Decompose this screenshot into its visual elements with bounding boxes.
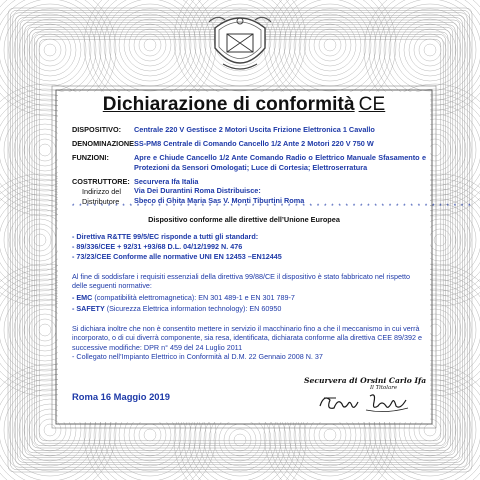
distributor-line1: Via Dei Durantini Roma Distribuisce: [134, 186, 261, 195]
distributor-line2: Sbeco di Ghita Maria Sas V. Monti Tiburtini Roma [134, 196, 305, 205]
signature-company: Securvera di Orsini Carlo Ifa [304, 376, 427, 385]
conformity-heading: Dispositivo conforme alle direttive dell’Unione Europea [148, 215, 340, 224]
field-label: DENOMINAZIONE: [72, 139, 137, 148]
directive-line: - Direttiva R&TTE 99/5/EC risponde a tutti gli standard: [72, 232, 259, 241]
title-text: Dichiarazione di conformità [102, 94, 355, 115]
field-label-line2: Distributore [82, 197, 120, 206]
standard-detail: (Sicurezza Elettrica information technology): EN 60950 [104, 304, 282, 313]
directive-line: - 89/336/CEE + 92/31 +93/68 D.L. 04/12/1992 N. 476 [72, 242, 243, 251]
declaration-document [58, 92, 473, 422]
standard-name: - SAFETY [72, 304, 105, 313]
standard-safety [72, 304, 422, 313]
signature-role: Il Titolare [370, 385, 398, 391]
field-value: Apre e Chiude Cancello 1/2 Ante Comando Radio o Elettrico Manuale Sfasamento e Protezioni da Sensori Omologati; Luce di Cortesia; Elettroserratura [134, 153, 426, 172]
closing-note: - Collegato nell’Impianto Elettrico in Conformità al D.M. 22 Gennaio 2008 N. 37 [72, 352, 323, 361]
directive-line: - 73/23/CEE Conforme alle normative UNI EN 12453 –EN12445 [72, 252, 282, 261]
field-value: Centrale 220 V Gestisce 2 Motori Uscita Frizione Elettronica 1 Cavallo [134, 125, 375, 134]
closing-text: Si dichiara inoltre che non è consentito mettere in servizio il macchinario fino a che il meccanismo in cui verrà incorporato, o di cui diverrà componente, sia resa, identificata, dichiarata conforme alla direttiva CEE 89/392 e successive modifiche: DPR n° 459 del 24 Luglio 2011 [72, 324, 422, 352]
field-label-line1: Indirizzo del [82, 187, 121, 196]
handwritten-signature [316, 388, 412, 416]
field-value: Securvera Ifa Italia [134, 177, 199, 186]
standard-name: - EMC [72, 293, 93, 302]
field-label: COSTRUTTORE: [72, 177, 130, 186]
date-place: Roma 16 Maggio 2019 [72, 391, 170, 402]
essential-requirements-text: Al fine di soddisfare i requisiti essenziali della direttiva 99/88/CE il dispositivo è stato fabbricato nel rispetto delle seguenti normative: [72, 272, 410, 291]
field-label: FUNZIONI: [72, 153, 109, 162]
standard-detail: (compatibilità elettromagnetica): EN 301 489-1 e EN 301 789-7 [92, 293, 295, 302]
field-label: DISPOSITIVO: [72, 125, 122, 134]
field-value: SS-PM8 Centrale di Comando Cancello 1/2 Ante 2 Motori 220 V 750 W [134, 139, 374, 148]
star-divider: * * * * * * * * * * * * * * * * * * * * * * * * * * * * * * * * * * * * * * * * * * * * * * * * * * * * * * * * [72, 204, 473, 210]
coat-of-arms-seal [205, 8, 275, 80]
standard-emc [72, 293, 422, 302]
document-title [58, 94, 430, 116]
ce-mark: CE [358, 94, 386, 115]
